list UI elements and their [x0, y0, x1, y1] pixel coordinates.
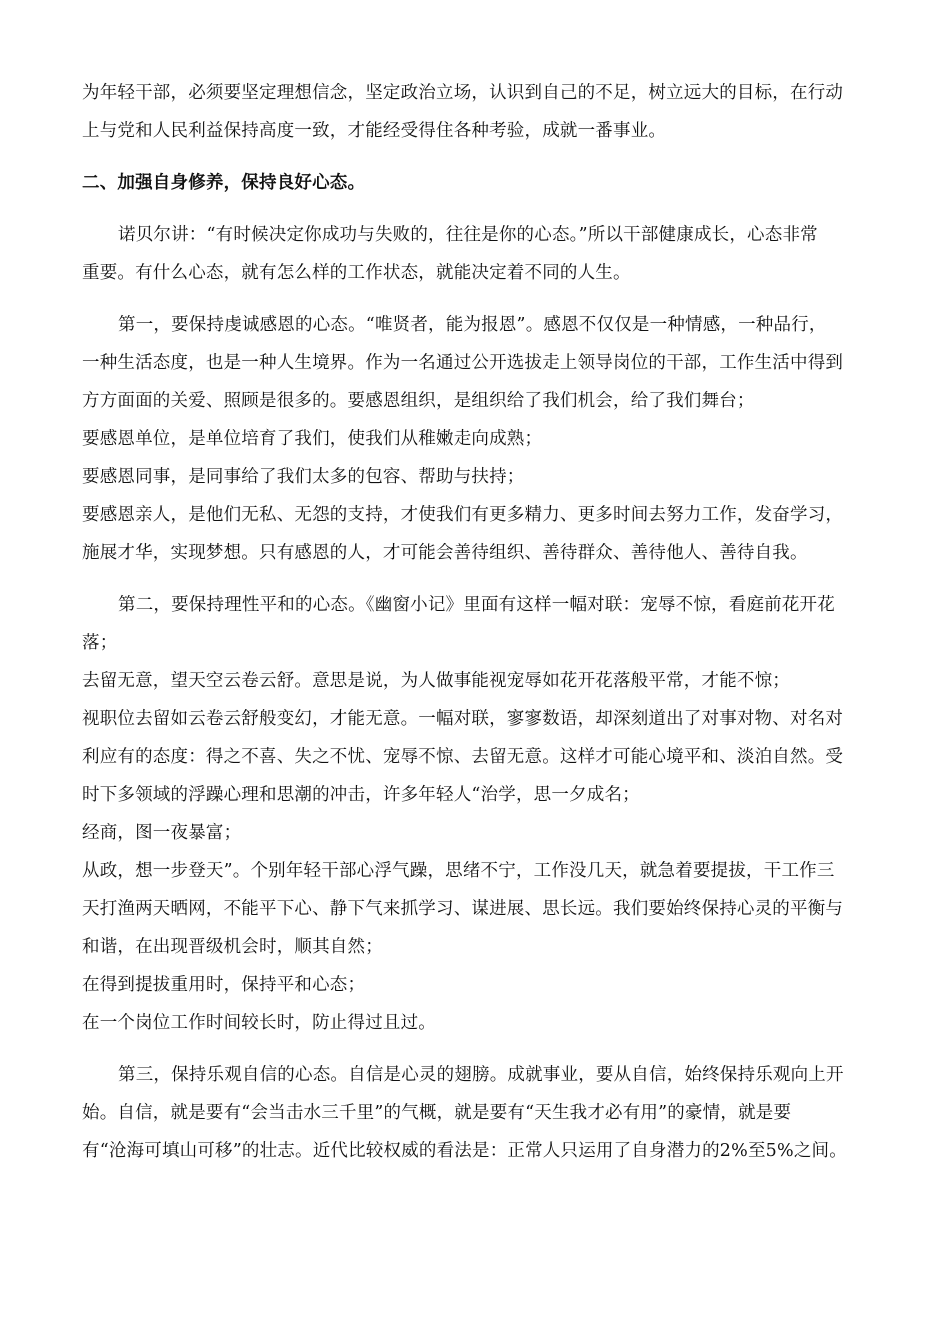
text-line: 去留无意，望天空云卷云舒。意思是说，为人做事能视宠辱如花开花落般平常，才能不惊；: [82, 671, 790, 691]
text-line: 和谐，在出现晋级机会时，顺其自然；: [82, 937, 383, 957]
text-line: 时下多领域的浮躁心理和思潮的冲击，许多年轻人“治学，思一夕成名；: [82, 785, 640, 805]
text-line: 要感恩亲人，是他们无私、无怨的支持，才使我们有更多精力、更多时间去努力工作，发奋学习，: [82, 505, 844, 525]
text-line: 一种生活态度，也是一种人生境界。作为一名通过公开选拔走上领导岗位的干部，工作生活中得到: [82, 353, 844, 373]
text-line: 落；: [82, 633, 118, 653]
section-heading: 二、加强自身修养，保持良好心态。: [82, 173, 366, 193]
text-line: 上与党和人民利益保持高度一致，才能经受得住各种考验，成就一番事业。: [82, 121, 667, 141]
text-line: 第三，保持乐观自信的心态。自信是心灵的翅膀。成就事业，要从自信，始终保持乐观向上开: [118, 1065, 844, 1085]
document-body: [82, 74, 862, 1170]
text-line: 利应有的态度：得之不喜、失之不忧、宠辱不惊、去留无意。这样才可能心境平和、淡泊自然。受: [82, 747, 844, 767]
text-line: 始。自信，就是要有“会当击水三千里”的气概，就是要有“天生我才必有用”的豪情，就是要: [82, 1103, 792, 1123]
text-line: 在一个岗位工作时间较长时，防止得过且过。: [82, 1013, 436, 1033]
text-line: 有“沧海可填山可移”的壮志。近代比较权威的看法是：正常人只运用了自身潜力的2%至5%之间。: [82, 1141, 847, 1161]
text-line: 诺贝尔讲：“有时候决定你成功与失败的，往往是你的心态。”所以干部健康成长，心态非常: [118, 225, 818, 245]
text-line: 为年轻干部，必须要坚定理想信念，坚定政治立场，认识到自己的不足，树立远大的目标，在行动: [82, 83, 844, 103]
text-line: 要感恩单位，是单位培育了我们，使我们从稚嫩走向成熟；: [82, 429, 543, 449]
text-line: 第一，要保持虔诚感恩的心态。“唯贤者，能为报恩”。感恩不仅仅是一种情感，一种品行，: [118, 315, 827, 335]
text-line: 视职位去留如云卷云舒般变幻，才能无意。一幅对联，寥寥数语，却深刻道出了对事对物、对名对: [82, 709, 844, 729]
text-line: 天打渔两天晒网，不能平下心、静下气来抓学习、谋进展、思长远。我们要始终保持心灵的平衡与: [82, 899, 844, 919]
text-line: 从政，想一步登天”。个别年轻干部心浮气躁，思绪不宁，工作没几天，就急着要提拔，干工作三: [82, 861, 835, 881]
text-line: 要感恩同事，是同事给了我们太多的包容、帮助与扶持；: [82, 467, 525, 487]
text-line: 经商，图一夜暴富；: [82, 823, 242, 843]
text-line: 在得到提拔重用时，保持平和心态；: [82, 975, 366, 995]
text-line: 施展才华，实现梦想。只有感恩的人，才可能会善待组织、善待群众、善待他人、善待自我。: [82, 543, 808, 563]
text-line: 重要。有什么心态，就有怎么样的工作状态，就能决定着不同的人生。: [82, 263, 631, 283]
text-line: 方方面面的关爱、照顾是很多的。要感恩组织，是组织给了我们机会，给了我们舞台；: [82, 391, 755, 411]
text-line: 第二，要保持理性平和的心态。《幽窗小记》里面有这样一幅对联：宠辱不惊，看庭前花开花: [118, 595, 835, 615]
